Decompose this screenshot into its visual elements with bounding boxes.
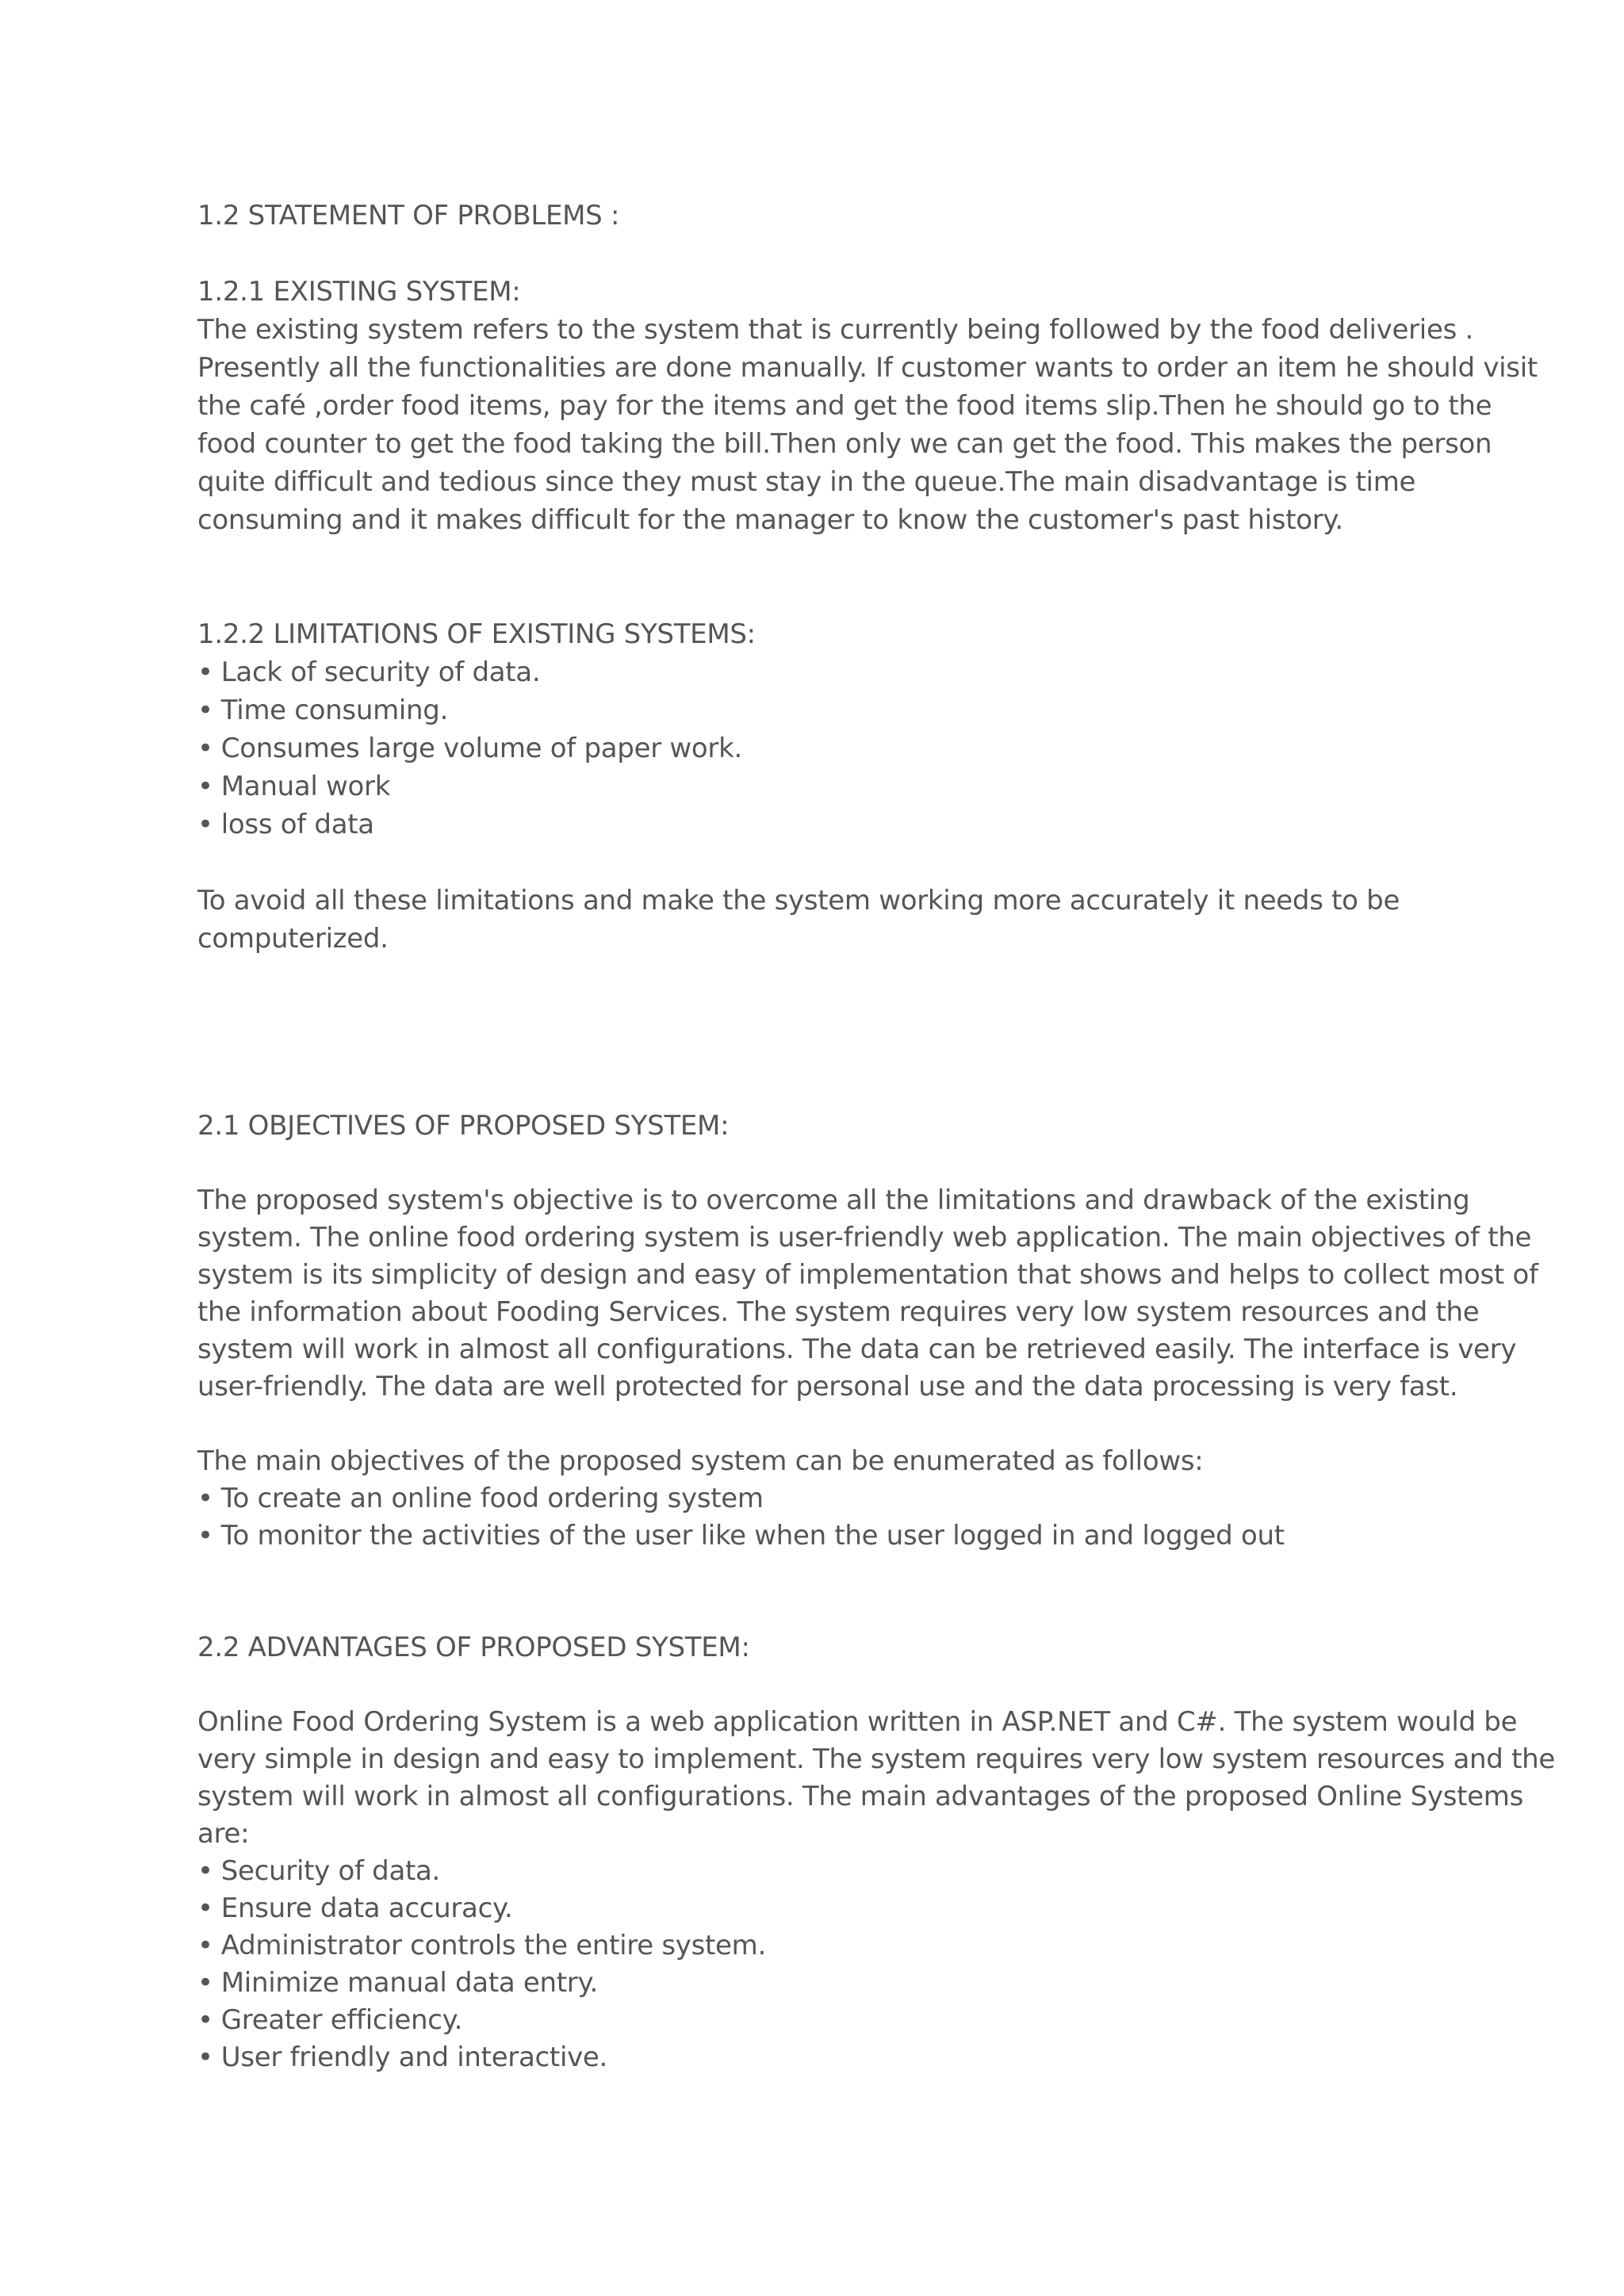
list-item — [197, 729, 742, 767]
list-item — [197, 2038, 607, 2076]
list-item — [197, 653, 540, 691]
paragraph-line: the café ,order food items, pay for the items and get the food items slip.Then he should go to the — [197, 390, 1492, 422]
list-item — [197, 1927, 766, 1965]
list-item — [197, 691, 448, 729]
bullet-icon: • — [197, 695, 213, 726]
list-item-text: Administrator controls the entire system. — [220, 1930, 766, 1961]
paragraph-line: Presently all the functionalities are done manually. If customer wants to order an item he should visit — [197, 352, 1538, 384]
list-item — [197, 1479, 764, 1517]
paragraph-line: system is its simplicity of design and easy of implementation that shows and helps to collect most of — [197, 1259, 1538, 1291]
paragraph-line: Online Food Ordering System is a web application written in ASP.NET and C#. The system would be — [197, 1706, 1518, 1738]
bullet-icon: • — [197, 656, 213, 688]
bullet-icon: • — [197, 1855, 213, 1887]
paragraph-line: the information about Fooding Services. The system requires very low system resources and the — [197, 1296, 1480, 1328]
list-item-text: loss of data — [220, 809, 374, 840]
paragraph-line: The existing system refers to the system that is currently being followed by the food deliveries . — [197, 314, 1473, 346]
paragraph-line: system. The online food ordering system is user-friendly web application. The main objectives of the — [197, 1222, 1532, 1253]
list-item-text: To create an online food ordering system — [220, 1483, 764, 1514]
paragraph-line: consuming and it makes difficult for the manager to know the customer's past history. — [197, 504, 1343, 536]
list-item — [197, 1517, 1285, 1555]
bullet-icon: • — [197, 1930, 213, 1961]
list-item — [197, 806, 374, 844]
list-item-text: Security of data. — [220, 1855, 441, 1887]
paragraph-line: system will work in almost all configurations. The data can be retrieved easily. The interface is very — [197, 1334, 1517, 1365]
list-item — [197, 1964, 598, 2002]
paragraph-line: are: — [197, 1818, 250, 1850]
paragraph-line: food counter to get the food taking the bill.Then only we can get the food. This makes the person — [197, 428, 1492, 460]
paragraph-line: computerized. — [197, 923, 389, 955]
section-heading-2-2: 2.2 ADVANTAGES OF PROPOSED SYSTEM: — [197, 1632, 750, 1663]
paragraph-line: very simple in design and easy to implement. The system requires very low system resources and the — [197, 1743, 1555, 1775]
list-item — [197, 767, 390, 806]
list-item-text: Lack of security of data. — [220, 656, 541, 688]
paragraph-line: To avoid all these limitations and make the system working more accurately it needs to be — [197, 885, 1400, 916]
list-item-text: User friendly and interactive. — [220, 2042, 608, 2073]
list-item — [197, 2001, 462, 2039]
section-heading-1-2: 1.2 STATEMENT OF PROBLEMS : — [197, 200, 620, 232]
section-heading-1-2-2: 1.2.2 LIMITATIONS OF EXISTING SYSTEMS: — [197, 618, 756, 650]
bullet-icon: • — [197, 1967, 213, 1999]
bullet-icon: • — [197, 2004, 213, 2036]
paragraph-line: system will work in almost all configurations. The main advantages of the proposed Online Systems — [197, 1781, 1524, 1812]
paragraph-line: The main objectives of the proposed system can be enumerated as follows: — [197, 1445, 1204, 1477]
list-item-text: Time consuming. — [220, 695, 449, 726]
bullet-icon: • — [197, 1483, 213, 1514]
list-item — [197, 1852, 440, 1890]
bullet-icon: • — [197, 771, 213, 802]
list-item-text: Ensure data accuracy. — [220, 1892, 513, 1924]
list-item-text: To monitor the activities of the user like when the user logged in and logged out — [220, 1520, 1285, 1552]
list-item — [197, 1889, 512, 1927]
bullet-icon: • — [197, 809, 213, 840]
bullet-icon: • — [197, 2042, 213, 2073]
list-item-text: Manual work — [220, 771, 391, 802]
list-item-text: Greater efficiency. — [220, 2004, 463, 2036]
list-item-text: Minimize manual data entry. — [220, 1967, 598, 1999]
paragraph-line: The proposed system's objective is to overcome all the limitations and drawback of the existing — [197, 1184, 1470, 1216]
bullet-icon: • — [197, 1892, 213, 1924]
bullet-icon: • — [197, 1520, 213, 1552]
section-heading-2-1: 2.1 OBJECTIVES OF PROPOSED SYSTEM: — [197, 1110, 730, 1142]
paragraph-line: user-friendly. The data are well protected for personal use and the data processing is very fast. — [197, 1371, 1458, 1402]
section-heading-1-2-1: 1.2.1 EXISTING SYSTEM: — [197, 276, 521, 308]
paragraph-line: quite difficult and tedious since they must stay in the queue.The main disadvantage is time — [197, 466, 1416, 498]
bullet-icon: • — [197, 733, 213, 764]
list-item-text: Consumes large volume of paper work. — [220, 733, 742, 764]
